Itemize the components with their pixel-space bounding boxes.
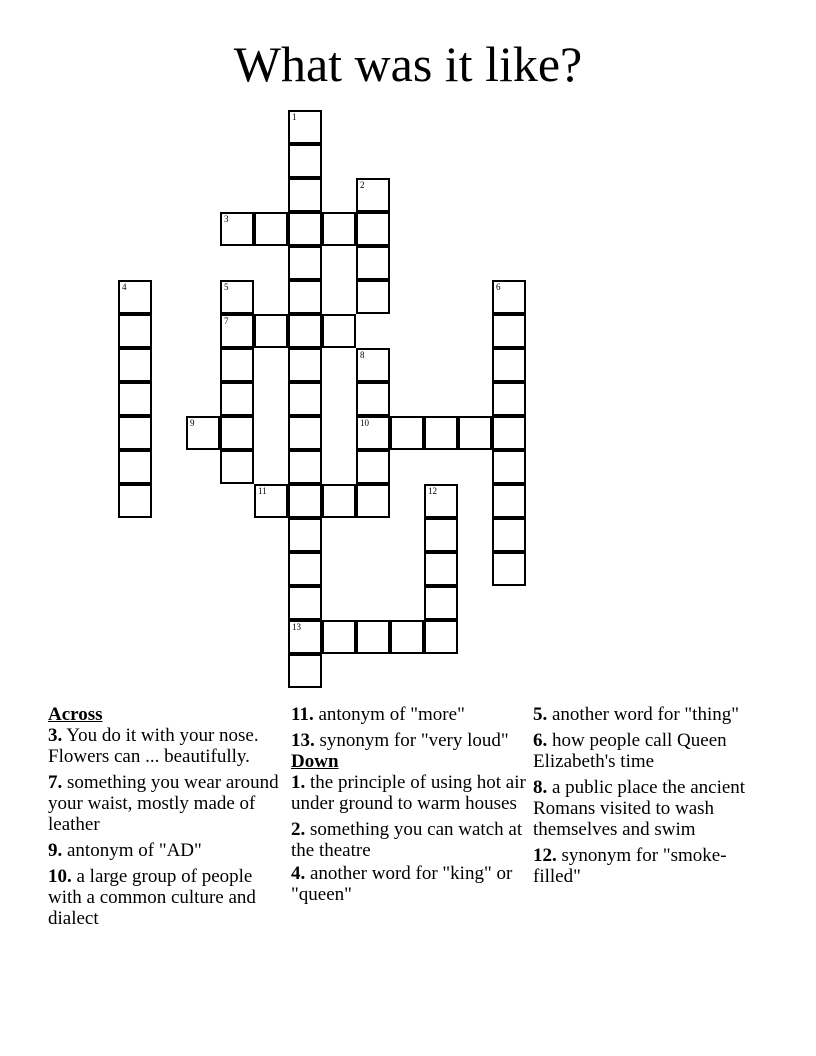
grid-cell[interactable] (288, 450, 322, 484)
clue-number: 6 (496, 282, 501, 292)
grid-cell[interactable] (492, 450, 526, 484)
grid-cell[interactable] (254, 484, 288, 518)
grid-cell[interactable] (356, 450, 390, 484)
grid-cell[interactable] (254, 314, 288, 348)
grid-cell[interactable] (186, 416, 220, 450)
grid-cell[interactable] (288, 178, 322, 212)
grid-cell[interactable] (288, 416, 322, 450)
across-heading: Across (48, 704, 103, 725)
clue-number: 11 (258, 486, 267, 496)
grid-cell[interactable] (424, 416, 458, 450)
clue-number-label: 1. (291, 772, 306, 793)
grid-cell[interactable] (220, 280, 254, 314)
grid-cell[interactable] (492, 416, 526, 450)
clue-across-11 (291, 704, 527, 725)
grid-cell[interactable] (322, 484, 356, 518)
clue-across-7 (48, 772, 284, 835)
clue-across-9 (48, 840, 284, 861)
clue-text: You do it with your nose. Flowers can ... beautifully. (48, 725, 259, 767)
grid-cell[interactable] (288, 484, 322, 518)
clue-number-label: 10. (48, 866, 72, 887)
grid-cell[interactable] (118, 416, 152, 450)
grid-cell[interactable] (288, 382, 322, 416)
clue-number-label: 4. (291, 863, 306, 884)
grid-cell[interactable] (322, 314, 356, 348)
grid-cell[interactable] (118, 382, 152, 416)
grid-cell[interactable] (492, 552, 526, 586)
clue-down-8 (533, 777, 769, 840)
clue-text: a large group of people with a common culture and dialect (48, 866, 256, 929)
clue-number: 3 (224, 214, 229, 224)
grid-cell[interactable] (356, 484, 390, 518)
clue-text: something you can watch at the theatre (291, 819, 523, 861)
grid-cell[interactable] (118, 280, 152, 314)
grid-cell[interactable] (424, 552, 458, 586)
grid-cell[interactable] (492, 348, 526, 382)
grid-cell[interactable] (390, 620, 424, 654)
grid-cell[interactable] (356, 178, 390, 212)
grid-cell[interactable] (492, 484, 526, 518)
clue-number: 7 (224, 316, 229, 326)
grid-cell[interactable] (424, 620, 458, 654)
clue-down-2 (291, 819, 527, 861)
grid-cell[interactable] (458, 416, 492, 450)
grid-cell[interactable] (220, 382, 254, 416)
clue-text: another word for "thing" (552, 704, 739, 725)
grid-cell[interactable] (424, 518, 458, 552)
grid-cell[interactable] (322, 620, 356, 654)
clue-number: 10 (360, 418, 369, 428)
clues-column-1 (48, 704, 284, 934)
grid-cell[interactable] (492, 314, 526, 348)
clue-down-6 (533, 730, 769, 772)
grid-cell[interactable] (356, 212, 390, 246)
grid-cell[interactable] (118, 348, 152, 382)
clue-number-label: 3. (48, 725, 63, 746)
clue-text: how people call Queen Elizabeth's time (533, 730, 727, 772)
clue-number-label: 11. (291, 704, 314, 725)
clue-text: antonym of "AD" (67, 840, 202, 861)
clues-column-3 (533, 704, 769, 892)
clue-number-label: 5. (533, 704, 548, 725)
clue-down-12 (533, 845, 769, 887)
clue-number-label: 12. (533, 845, 557, 866)
clue-number: 4 (122, 282, 127, 292)
grid-cell[interactable] (288, 552, 322, 586)
clue-text: another word for "king" or "queen" (291, 863, 513, 905)
grid-cell[interactable] (288, 586, 322, 620)
grid-cell[interactable] (356, 280, 390, 314)
grid-cell[interactable] (356, 416, 390, 450)
clue-number-label: 7. (48, 772, 63, 793)
clue-text: a public place the ancient Romans visited to wash themselves and swim (533, 777, 746, 840)
grid-cell[interactable] (492, 518, 526, 552)
grid-cell[interactable] (288, 144, 322, 178)
clue-number: 13 (292, 622, 301, 632)
clue-across-3 (48, 725, 284, 767)
grid-cell[interactable] (390, 416, 424, 450)
grid-cell[interactable] (492, 382, 526, 416)
grid-cell[interactable] (288, 348, 322, 382)
grid-cell[interactable] (288, 620, 322, 654)
grid-cell[interactable] (356, 382, 390, 416)
grid-cell[interactable] (356, 348, 390, 382)
clue-number-label: 13. (291, 730, 315, 751)
grid-cell[interactable] (288, 246, 322, 280)
grid-cell[interactable] (424, 586, 458, 620)
clue-text: the principle of using hot air under ground to warm houses (291, 772, 526, 814)
grid-cell[interactable] (288, 314, 322, 348)
clue-down-4 (291, 863, 527, 905)
clue-number: 9 (190, 418, 195, 428)
clue-across-10 (48, 866, 284, 929)
clue-number: 8 (360, 350, 365, 360)
grid-cell[interactable] (220, 348, 254, 382)
grid-cell[interactable] (220, 450, 254, 484)
grid-cell[interactable] (356, 246, 390, 280)
grid-cell[interactable] (288, 280, 322, 314)
grid-cell[interactable] (356, 620, 390, 654)
clue-number: 12 (428, 486, 437, 496)
grid-cell[interactable] (288, 212, 322, 246)
clue-across-13 (291, 730, 527, 751)
grid-cell[interactable] (118, 314, 152, 348)
grid-cell[interactable] (254, 212, 288, 246)
clue-number-label: 8. (533, 777, 548, 798)
grid-cell[interactable] (220, 314, 254, 348)
grid-cell[interactable] (118, 450, 152, 484)
grid-cell[interactable] (220, 416, 254, 450)
clues-column-2 (291, 704, 527, 910)
grid-cell[interactable] (424, 484, 458, 518)
grid-cell[interactable] (288, 110, 322, 144)
clue-number: 2 (360, 180, 365, 190)
grid-cell[interactable] (322, 212, 356, 246)
clue-number-label: 2. (291, 819, 306, 840)
clue-down-1 (291, 772, 527, 814)
clue-number-label: 9. (48, 840, 63, 861)
grid-cell[interactable] (288, 654, 322, 688)
grid-cell[interactable] (220, 212, 254, 246)
down-heading: Down (291, 751, 339, 772)
clue-number: 1 (292, 112, 297, 122)
clue-text: synonym for "smoke-filled" (533, 845, 727, 887)
clue-number-label: 6. (533, 730, 548, 751)
grid-cell[interactable] (118, 484, 152, 518)
clue-text: something you wear around your waist, mostly made of leather (48, 772, 279, 835)
clue-text: antonym of "more" (318, 704, 465, 725)
puzzle-title: What was it like? (233, 36, 583, 92)
clue-down-5 (533, 704, 769, 725)
clue-number: 5 (224, 282, 229, 292)
clue-text: synonym for "very loud" (319, 730, 509, 751)
grid-cell[interactable] (492, 280, 526, 314)
grid-cell[interactable] (288, 518, 322, 552)
